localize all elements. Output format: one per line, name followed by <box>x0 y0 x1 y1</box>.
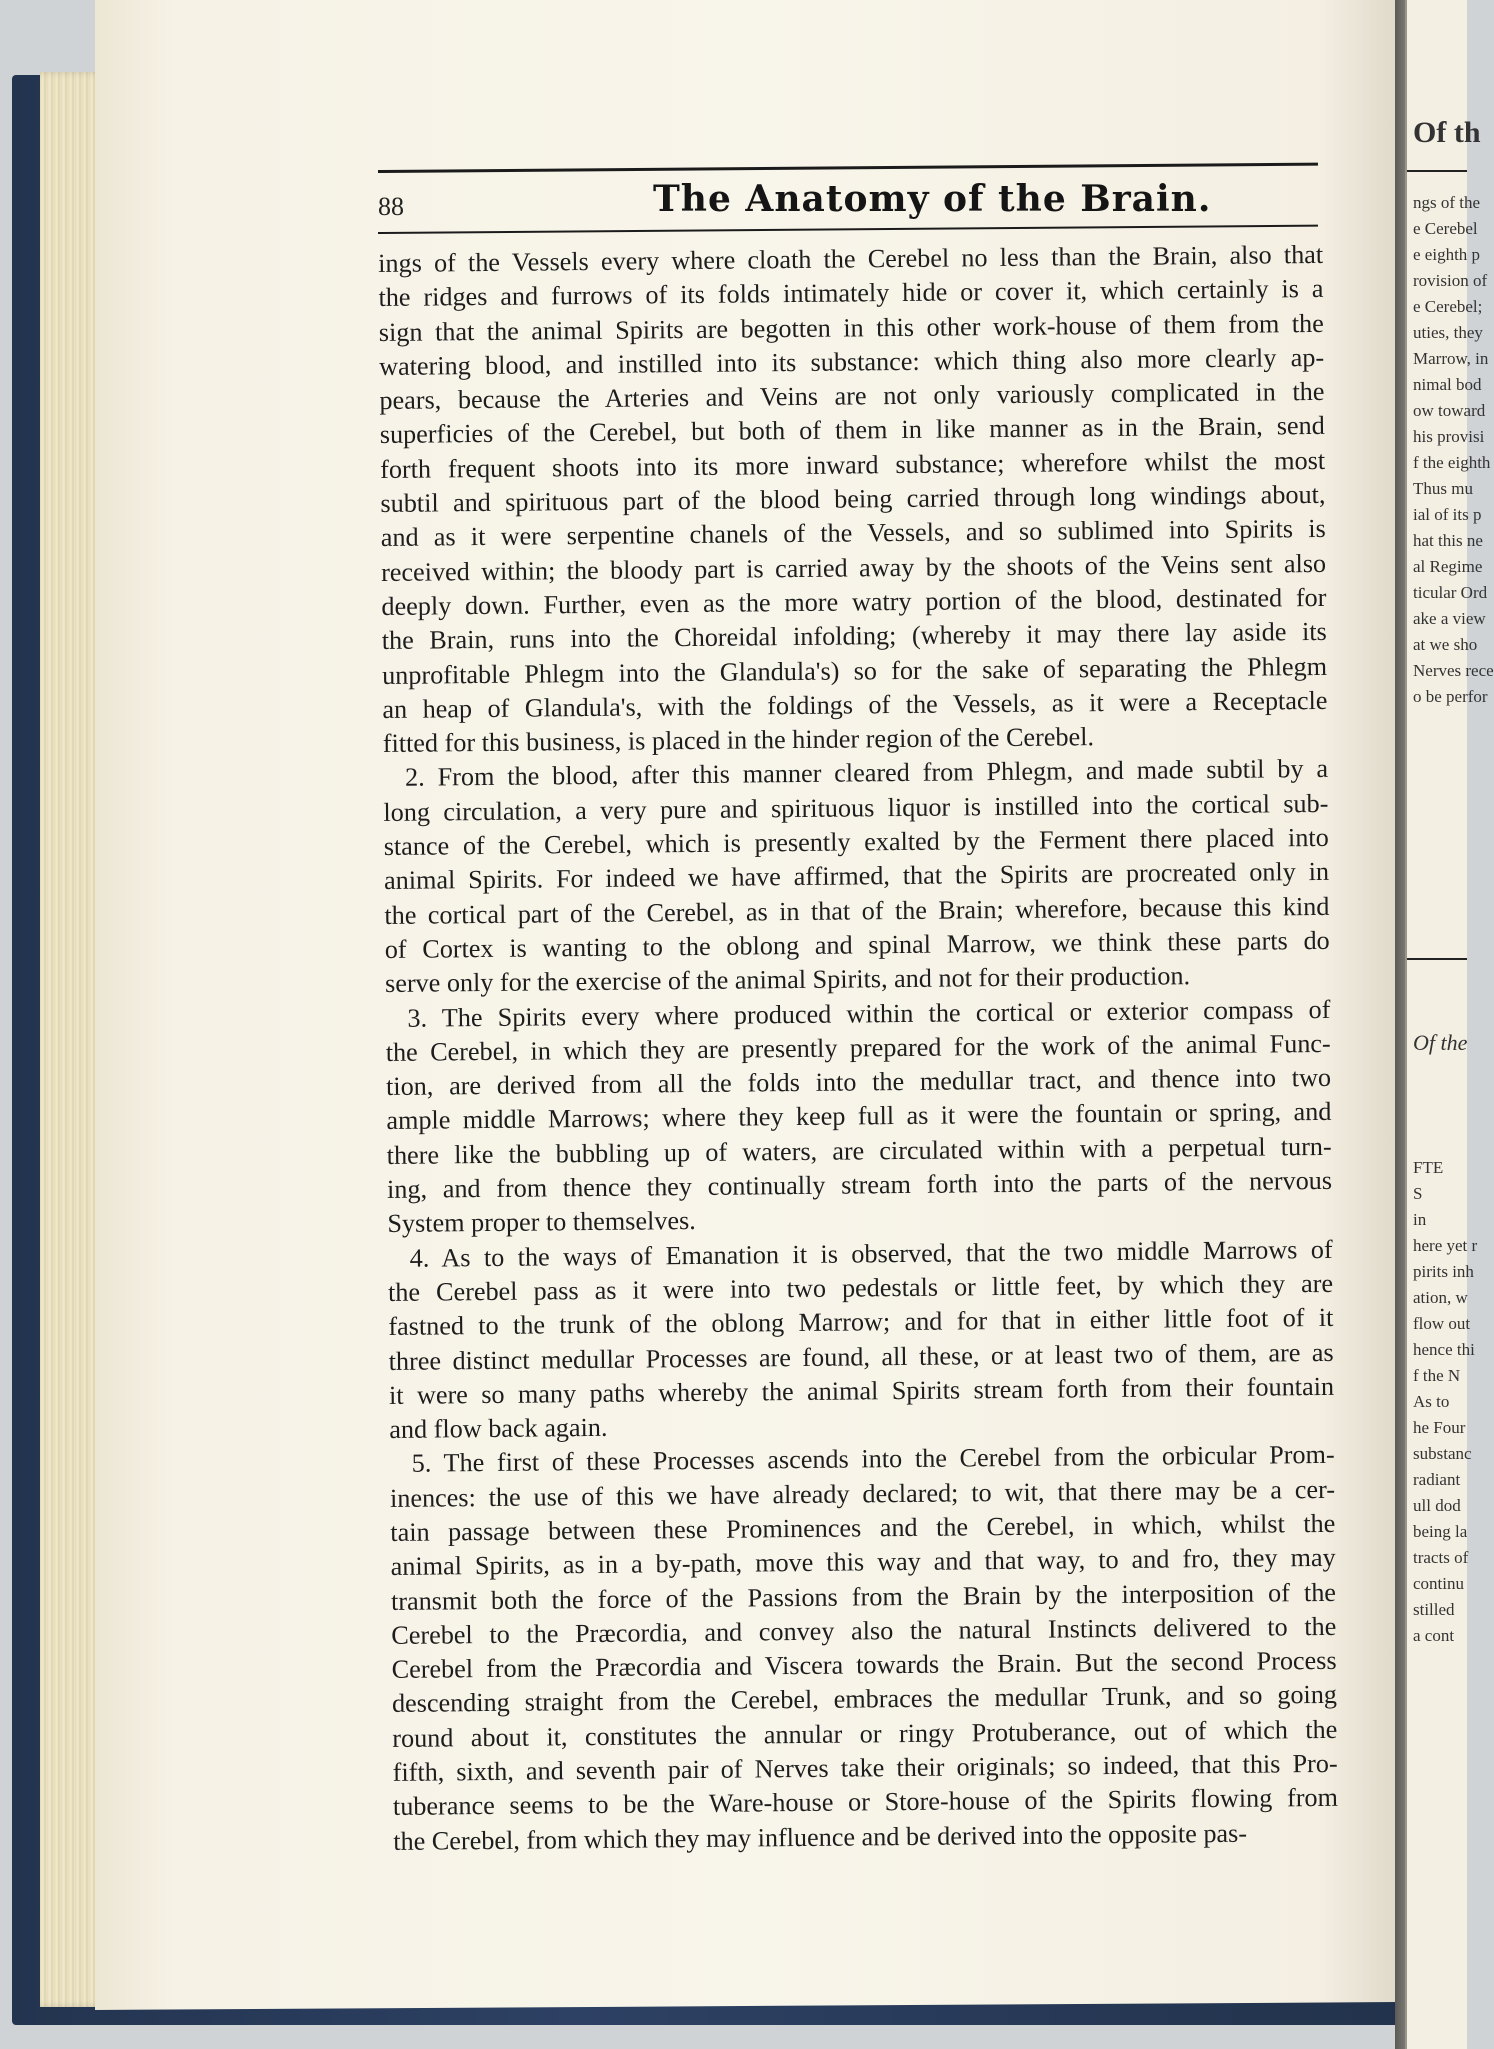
facing-line: radiant <box>1413 1470 1461 1489</box>
text-line: unprofitable Phlegm into the Glandula's) so for the sake of separating the Phlegm <box>381 651 1328 690</box>
text-line: deeply down. Further, even as the more watry portion of the blood, destinated for <box>381 582 1327 621</box>
facing-line: hat this ne <box>1413 531 1483 550</box>
facing-line: As to <box>1413 1392 1450 1411</box>
facing-lower-text <box>1413 1155 1493 1649</box>
text-line: animal Spirits, as in a by-path, move this way and that way, to and fro, they may <box>390 1543 1336 1582</box>
facing-line: at we sho <box>1413 635 1478 654</box>
facing-section-rule <box>1407 958 1467 960</box>
paragraph-3 <box>385 992 1332 1241</box>
text-line: ample middle Marrows; where they keep full as it were the fountain or spring, and <box>386 1097 1332 1136</box>
running-title: The Anatomy of the Brain. <box>653 178 1212 220</box>
facing-line: e Cerebel <box>1413 219 1478 238</box>
facing-line: ull dod <box>1413 1496 1461 1515</box>
text-line: watering blood, and instilled into its substance: which thing also more clearly ap- <box>379 342 1325 381</box>
text-line: superficies of the Cerebel, but both of them in like manner as in the Brain, send <box>379 411 1325 450</box>
facing-line: o be perfor <box>1413 687 1488 706</box>
text-line: transmit both the force of the Passions from the Brain by the interposition of the <box>390 1577 1337 1616</box>
facing-line: al Regime <box>1413 557 1483 576</box>
text-line: fastned to the trunk of the oblong Marrow; and for that in either little foot of it <box>388 1303 1334 1342</box>
facing-line: ake a view <box>1413 609 1486 628</box>
facing-line: nimal bod <box>1413 375 1482 394</box>
text-line: the Cerebel pass as it were into two pedestals or little feet, by which they are <box>387 1268 1334 1307</box>
text-line: an heap of Glandula's, with the foldings of the Vessels, as it were a Receptacle <box>382 685 1328 724</box>
facing-line: f the N <box>1413 1366 1461 1385</box>
facing-line: tracts of <box>1413 1548 1469 1567</box>
text-line: 2. From the blood, after this manner cleared from Phlegm, and made subtil by a <box>404 754 1329 793</box>
text-line: stance of the Cerebel, which is presently exalted by the Ferment there placed into <box>383 822 1329 862</box>
facing-line: e Cerebel; <box>1413 297 1483 316</box>
page-number: 88 <box>378 192 404 221</box>
facing-line: ngs of the <box>1413 193 1481 212</box>
facing-header-rule <box>1407 170 1467 172</box>
facing-line: ow toward <box>1413 401 1486 420</box>
text-line: it were so many paths whereby the animal Spirits stream forth from their fountain <box>388 1371 1335 1410</box>
facing-line: being la <box>1413 1522 1468 1541</box>
text-line: animal Spirits. For indeed we have affirmed, that the Spirits are procreated only in <box>383 857 1330 896</box>
facing-section-fragment: Of the <box>1413 1030 1468 1055</box>
facing-page <box>1405 0 1494 2049</box>
text-line: inences: the use of this we have already declared; to wit, that there may be a cer- <box>389 1474 1336 1513</box>
text-line: fifth, sixth, and seventh pair of Nerves take their originals; so indeed, that this Pro- <box>392 1748 1338 1787</box>
facing-line: stilled <box>1413 1600 1455 1619</box>
facing-line: pirits inh <box>1413 1262 1474 1281</box>
text-line: descending straight from the Cerebel, embraces the medullar Trunk, and so going <box>391 1680 1338 1719</box>
text-line: of Cortex is wanting to the oblong and spinal Marrow, we think these parts do <box>384 925 1330 964</box>
text-line: the Brain, runs into the Choreidal infolding; (whereby it may there lay aside its <box>381 617 1327 656</box>
facing-line: here yet r <box>1413 1236 1478 1255</box>
paragraph-1 <box>378 238 1328 762</box>
text-line: long circulation, a very pure and spirituous liquor is instilled into the cortical sub- <box>383 788 1329 827</box>
facing-line: ation, w <box>1413 1288 1468 1307</box>
text-line: and as it were serpentine chanels of the Vessels, and so sublimed into Spirits is <box>380 514 1326 553</box>
paragraph-5 <box>390 1438 1339 1859</box>
facing-line: a cont <box>1413 1626 1455 1645</box>
facing-margin-text <box>1413 190 1493 710</box>
text-line: System proper to themselves. <box>387 1206 696 1239</box>
text-line: tain passage between these Prominences and the Cerebel, in which, whilst the <box>390 1508 1336 1547</box>
text-line: tuberance seems to be the Ware-house or Store-house of the Spirits flowing from <box>392 1783 1339 1822</box>
text-line: the Cerebel, in which they are presently prepared for the work of the animal Func- <box>385 1028 1331 1067</box>
text-line: round about it, constitutes the annular or ringy Protuberance, out of which the <box>392 1714 1338 1753</box>
facing-line: S <box>1413 1184 1423 1203</box>
text-line: sign that the animal Spirits are begotten in this other work-house of them from the <box>378 308 1324 347</box>
text-line: 3. The Spirits every where produced within the cortical or exterior compass of <box>407 994 1331 1033</box>
facing-line: FTE <box>1413 1158 1444 1177</box>
text-line: the Cerebel, from which they may influence and be derived into the opposite pas- <box>393 1818 1248 1856</box>
facing-header-fragment: Of th <box>1413 116 1481 149</box>
facing-line: Nerves rece <box>1413 661 1494 680</box>
text-line: fitted for this business, is placed in the hinder region of the Cerebel. <box>382 722 1095 759</box>
facing-line: continu <box>1413 1574 1464 1593</box>
text-line: and flow back again. <box>389 1412 608 1445</box>
paragraph-2 <box>383 752 1330 1001</box>
body-text <box>378 238 1338 1859</box>
facing-line: flow out <box>1413 1314 1471 1333</box>
facing-line: ial of its p <box>1413 505 1482 524</box>
text-line: subtil and spirituous part of the blood being carried through long windings about, <box>380 479 1326 519</box>
header-rule-bottom <box>378 225 1318 234</box>
text-line: there like the bubbling up of waters, are circulated within with a perpetual turn- <box>386 1131 1332 1170</box>
text-line: the ridges and furrows of its folds intimately hide or cover it, which certainly is a <box>378 274 1324 313</box>
facing-line: Thus mu <box>1413 479 1473 498</box>
text-line: received within; the bloody part is carried away by the shoots of the Veins sent also <box>380 548 1327 587</box>
text-line: three distinct medullar Processes are found, all these, or at least two of them, are as <box>388 1337 1334 1376</box>
text-line: pears, because the Arteries and Veins are not only variously complicated in the <box>379 377 1325 416</box>
text-line: ing, and from thence they continually stream forth into the parts of the nervous <box>386 1165 1333 1204</box>
text-line: 5. The first of these Processes ascends into the Cerebel from the orbicular Prom- <box>411 1440 1335 1479</box>
text-line: Cerebel from the Præcordia and Viscera towards the Brain. But the second Process <box>391 1646 1337 1685</box>
facing-line: uties, they <box>1413 323 1483 342</box>
text-line: the cortical part of the Cerebel, as in that of the Brain; wherefore, because this kind <box>384 891 1330 930</box>
facing-line: hence thi <box>1413 1340 1475 1359</box>
text-line: 4. As to the ways of Emanation it is observed, that the two middle Marrows of <box>409 1234 1333 1273</box>
facing-line: ticular Ord <box>1413 583 1488 602</box>
facing-line: Marrow, in <box>1413 349 1489 368</box>
text-line: serve only for the exercise of the animal Spirits, and not for their production. <box>384 961 1191 999</box>
facing-line: rovision of <box>1413 271 1488 290</box>
text-line: tion, are derived from all the folds into the medullar tract, and thence into two <box>385 1063 1332 1102</box>
paragraph-4 <box>388 1232 1335 1447</box>
text-line: forth frequent shoots into its more inward substance; wherefore whilst the most <box>379 445 1326 484</box>
facing-line: he Four <box>1413 1418 1466 1437</box>
facing-line: e eighth p <box>1413 245 1481 264</box>
text-line: ings of the Vessels every where cloath the Cerebel no less than the Brain, also that <box>378 239 1324 278</box>
text-line: Cerebel to the Præcordia, and convey also the natural Instincts delivered to the <box>391 1611 1337 1650</box>
page-header <box>378 170 1318 240</box>
facing-line: his provisi <box>1413 427 1485 446</box>
facing-line: f the eighth <box>1413 453 1491 472</box>
facing-line: substanc <box>1413 1444 1472 1463</box>
facing-line: in <box>1413 1210 1427 1229</box>
